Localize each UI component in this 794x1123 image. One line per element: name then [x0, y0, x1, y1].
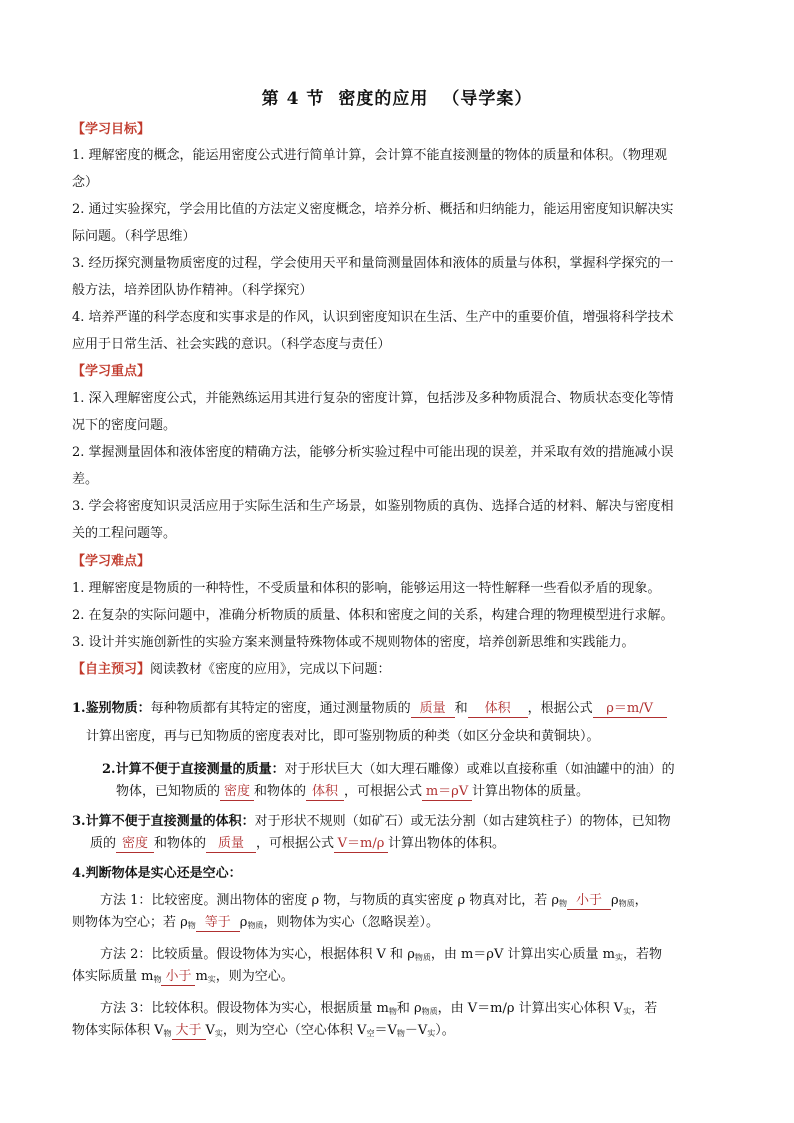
m3-text-b: 和 ρ: [396, 1001, 422, 1016]
m3-sub-7: 物: [396, 1029, 405, 1038]
m2-text-c: ，若物: [622, 947, 662, 962]
q2-text-2d: 计算出物体的质量。: [472, 784, 590, 799]
q2-line-1: [102, 760, 762, 780]
m3-sub-1: 物: [388, 1007, 397, 1016]
m3-text-e: V: [205, 1023, 215, 1038]
q4-method-3-line-2: [72, 1021, 732, 1044]
m3-text-a: 方法 3：比较体积。假设物体为实心，根据质量 m: [100, 1001, 389, 1016]
q3-answer-mass: 质量: [206, 836, 256, 853]
m1-sub-4: 物质: [247, 921, 264, 930]
q2-text: 对于形状巨大（如大理石雕像）或难以直接称重（如油罐中的油）的: [284, 762, 675, 777]
m3-text-d: ，若: [631, 1001, 658, 1016]
preview-intro: 阅读教材《密度的应用》，完成以下问题：: [150, 662, 391, 677]
m2-sub-3: 物: [153, 975, 162, 984]
m2-answer-less: 小于: [161, 969, 195, 986]
difficult-header: 【学习难点】: [72, 554, 151, 569]
q4-method-1-line-1: [100, 891, 760, 914]
key-2-line-2: 差。: [72, 472, 99, 487]
key-1-line-2: 况下的密度问题。: [72, 418, 177, 433]
q1-and: 和: [454, 701, 468, 716]
q4-method-2-line-2: [72, 967, 732, 990]
m1-answer-less: 小于: [567, 893, 611, 910]
q3-answer-density: 密度: [116, 836, 154, 853]
m3-sub-4: 物: [163, 1029, 172, 1038]
q2-text-2b: 和物体的: [254, 784, 307, 799]
section-number: 第 4 节: [261, 89, 325, 109]
q1-answer-volume: 体积: [468, 701, 528, 718]
m1-sub-2: 物质: [618, 899, 635, 908]
m1-sub-3: 物: [187, 921, 196, 930]
m3-answer-greater: 大于: [172, 1023, 206, 1040]
q4-label: 4.判断物体是实心还是空心：: [72, 866, 242, 881]
q1-text: 每种物质都有其特定的密度，通过测量物质的: [150, 701, 411, 716]
q4-method-3-line-1: [100, 999, 760, 1022]
section-tag: （导学案）: [442, 89, 533, 109]
m2-sub-2: 实: [614, 953, 623, 962]
q2-text-2c: ，可根据公式: [344, 784, 423, 799]
goal-4-line-2: 应用于日常生活、社会实践的意识。（科学态度与责任）: [72, 337, 391, 352]
m3-sub-8: 实: [427, 1029, 436, 1038]
m3-text-h: －V: [404, 1023, 428, 1038]
m2-sub-4: 实: [207, 975, 216, 984]
difficult-2: 2. 在复杂的实际问题中，准确分析物质的质量、体积和密度之间的关系，构建合理的物理模型进行求解。: [72, 608, 674, 623]
m1-sub-1: 物: [559, 899, 567, 908]
m2-text-b: ，由 m＝ρV 计算出实心质量 m: [430, 947, 615, 962]
page-title: [0, 84, 794, 109]
m1-text-b: ρ: [611, 893, 619, 908]
key-1-line-1: 1. 深入理解密度公式，并能熟练运用其进行复杂的密度计算，包括涉及多种物质混合、物质状态变化等情: [72, 391, 674, 406]
goal-3-line-1: 3. 经历探究测量物质密度的过程，学会使用天平和量筒测量固体和液体的质量与体积，掌握科学探究的一: [72, 256, 674, 271]
preview-header: 【自主预习】: [72, 662, 151, 677]
q2-answer-density: 密度: [220, 784, 254, 801]
m3-text-line2: 物体实际体积 V: [72, 1023, 164, 1038]
m3-sub-6: 空: [366, 1029, 375, 1038]
key-2-line-1: 2. 掌握测量固体和液体密度的精确方法，能够分析实验过程中可能出现的误差，并采取有效的措施减小误: [72, 445, 674, 460]
m2-text-line2: 体实际质量 m: [72, 969, 154, 984]
m1-answer-equal: 等于: [196, 915, 240, 932]
m1-text-a: 方法 1：比较密度。测出物体的密度 ρ 物，与物质的真实密度 ρ 物真对比，若 ρ: [100, 893, 559, 908]
q2-text-2a: 物体，已知物质的: [116, 784, 221, 799]
preview-header-line: [72, 660, 732, 680]
key-header: 【学习重点】: [72, 364, 151, 379]
q1-text-2: ，根据公式: [527, 701, 593, 716]
q2-answer-volume: 体积: [306, 784, 344, 801]
q3-line-2: [90, 834, 750, 854]
q3-text-2b: 和物体的: [154, 836, 207, 851]
q3-line-1: [72, 812, 732, 832]
goal-1-line-1: 1. 理解密度的概念，能运用密度公式进行简单计算，会计算不能直接测量的物体的质量和体积。（物理观: [72, 148, 668, 163]
m1-text-e: ，则物体为实心（忽略误差）。: [263, 915, 439, 930]
section-name: 密度的应用: [338, 89, 429, 109]
m3-text-i: ）。: [435, 1023, 455, 1038]
difficult-3: 3. 设计并实施创新性的实验方案来测量特殊物体或不规则物体的密度，培养创新思维和实践能力。: [72, 635, 635, 650]
m2-text-d: m: [195, 969, 208, 984]
q3-label: 3.计算不便于直接测量的体积：: [72, 814, 255, 829]
m1-text-c: ，: [634, 893, 648, 908]
m3-text-c: ，由 V＝m/ρ 计算出实心体积 V: [437, 1001, 624, 1016]
q1-label: 1.鉴别物质：: [72, 701, 151, 716]
q1-line-2: 计算出密度，再与已知物质的密度表对比，即可鉴别物质的种类（如区分金块和黄铜块）。: [86, 729, 600, 744]
goal-1-line-2: 念）: [72, 175, 99, 190]
m2-sub-1: 物质: [414, 953, 431, 962]
q1-answer-mass: 质量: [411, 701, 455, 718]
q1-line-1: [72, 699, 732, 719]
key-3-line-2: 关的工程问题等。: [72, 526, 177, 541]
q3-text-2c: ，可根据公式: [256, 836, 335, 851]
q2-label: 2.计算不便于直接测量的质量：: [102, 762, 285, 777]
goal-4-line-1: 4. 培养严谨的科学态度和实事求是的作风，认识到密度知识在生活、生产中的重要价值，增强将科学技术: [72, 310, 674, 325]
q1-answer-formula: ρ＝m/V: [593, 701, 667, 718]
q4-method-1-line-2: [72, 913, 732, 936]
m3-sub-5: 实: [214, 1029, 223, 1038]
m1-text-d: ρ: [239, 915, 248, 930]
q3-text: 对于形状不规则（如矿石）或无法分割（如古建筑柱子）的物体，已知物: [254, 814, 671, 829]
m2-text-a: 方法 2：比较质量。假设物体为实心，根据体积 V 和 ρ: [100, 947, 415, 962]
q4-method-2-line-1: [100, 945, 760, 968]
goals-header: 【学习目标】: [72, 122, 151, 137]
q2-line-2: [116, 782, 776, 802]
q3-text-2a: 质的: [90, 836, 117, 851]
m2-text-e: ，则为空心。: [215, 969, 294, 984]
q3-text-2d: 计算出物体的体积。: [388, 836, 506, 851]
m3-text-g: ＝V: [374, 1023, 397, 1038]
key-3-line-1: 3. 学会将密度知识灵活应用于实际生活和生产场景，如鉴别物质的真伪、选择合适的材料、解决与密度相: [72, 499, 674, 514]
m3-text-f: ，则为空心（空心体积 V: [222, 1023, 367, 1038]
q3-answer-formula: V＝m/ρ: [334, 836, 388, 853]
m1-text-line2: 则物体为空心；若 ρ: [72, 915, 188, 930]
q2-answer-formula: m＝ρV: [422, 784, 472, 801]
difficult-1: 1. 理解密度是物质的一种特性，不受质量和体积的影响，能够运用这一特性解释一些看似矛盾的现象。: [72, 581, 661, 596]
m3-sub-3: 实: [623, 1007, 632, 1016]
m3-sub-2: 物质: [421, 1007, 438, 1016]
goal-2-line-1: 2. 通过实验探究，学会用比值的方法定义密度概念，培养分析、概括和归纳能力，能运用密度知识解决实: [72, 202, 674, 217]
goal-2-line-2: 际问题。（科学思维）: [72, 229, 196, 244]
goal-3-line-2: 般方法，培养团队协作精神。（科学探究）: [72, 283, 313, 298]
